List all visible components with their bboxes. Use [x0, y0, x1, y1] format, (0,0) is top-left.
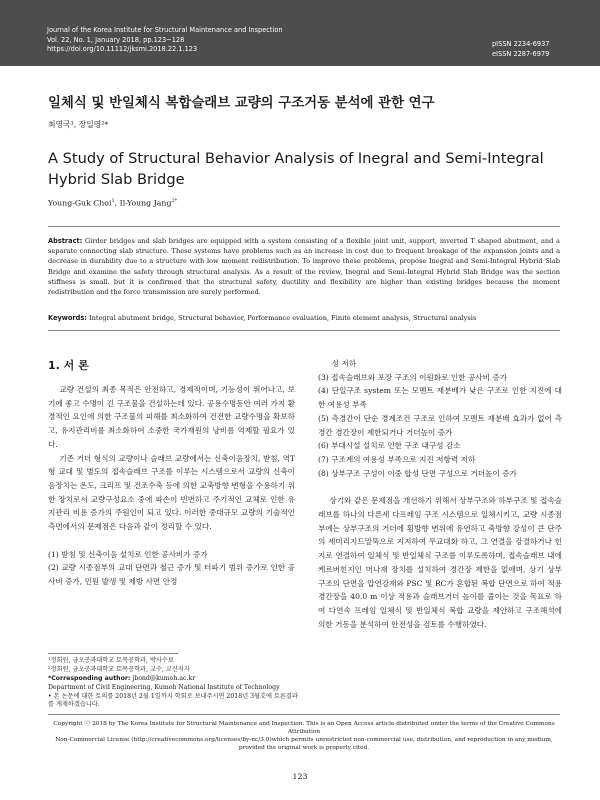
korean-authors: 최영국¹, 장일영²* [48, 120, 109, 129]
right-column [318, 357, 562, 631]
doi-link[interactable]: https://doi.org/10.11112/jksmi.2018.22.1.123 [47, 45, 198, 54]
footnote-1: ¹정회원, 금오공과대학교 토목공학과, 박사수료 [48, 657, 174, 664]
author-2: Il-Young Jang [119, 198, 172, 208]
paragraph-1: 교량 건설의 최종 목적은 안전하고, 경제적이며, 기능성이 뛰어나고, 보기에 좋고 수명이 긴 구조물을 건설하는데 있다. 공용수명동안 여러 가지 환경적인 요인에 의한 구조물의 피해를 최소화하여 건전한 교량수명을 확보하고, 유지관리비를 최소화하여 소중한 국가재원의 낭비를 억제할 필요가 있다. [48, 385, 295, 449]
section-heading: 1. 서 론 [48, 359, 89, 372]
author-separator: , [114, 198, 120, 208]
list-item-8: (8) 상부구조 구성이 이중 합성 단면 구성으로 거더높이 증가 [318, 468, 517, 478]
abstract [48, 236, 560, 297]
department: Department of Civil Engineering, Kumoh National Institute of Technology [48, 684, 280, 691]
author-2-affil: 2* [171, 198, 178, 204]
list-item-2-continued: 성 저하 [331, 359, 357, 368]
english-authors [48, 198, 177, 208]
keywords-text: Integral abutment bridge, Structural behavior, Performance evaluation, Finite element analysis, Structural analysis [89, 314, 477, 322]
paragraph-3: 상기와 같은 문제점을 개선하기 위해서 상부구조와 하부구조 및 접속슬래브를 하나의 다른세 다프레임 구조 시스템으로 일체시키고, 교량 시종점부에는 상부구조의 거더에 횡방향 변위에 유연하고 축방향 강성이 큰 단주의 세미리지드말뚝으로 지지하여 무교대화 하고, 그 연결을 강결하거나 힌지로 연결하여 일체식 및 반일체식 구조를 이루도록하며, 접속슬래브 내에 케르버힌지인 머나재 장치를 설치하여 경간장 제한을 없애며, 상기 상부 구조의 단면을 압연강재와 PSC 및 RC가 혼합된 복합 단면으로 하여 적용 경간장을 40.0 m 이상 적용과 슬래브거더 높이를 줄이는 것을 목표로 하여 다연속 프레임 일체식 및 반일체식 복합 교량을 제안하고 구조해석에 의한 거동을 분석하여 안전성을 검토를 수행하였다. [318, 496, 562, 629]
abstract-bottom-rule [48, 330, 560, 331]
pissn: pISSN 2234-6937 [492, 40, 550, 48]
left-column [48, 383, 295, 589]
list-item-1: (1) 받침 및 신축이음 설치로 인한 공사비가 증가 [48, 549, 208, 559]
paragraph-2: 기존 거더 형식의 교량이나 슬래브 교량에서는 신축이음장치, 받침, 역T형 교대 및 별도의 접속슬래브 구조를 이루는 시스템으로서 교량의 신축이음장치는 온도, 크리프 및 건조수축 등에 의한 교축방향 변형을 수용하기 위한 장치로서 교량구성요소 중에 파손이 빈번하고 주기적인 교체로 인한 유지관리 비용 증가의 주원인이 되고 있다. 이러한 중대규모 교량의 기술적인 측면에서의 문제점은 다음과 같이 정리할 수 있다. [48, 453, 295, 532]
corresponding-label: *Corresponding author: [48, 675, 131, 682]
abstract-label: Abstract: [48, 237, 83, 245]
journal-info [47, 26, 283, 55]
copyright-rule [48, 714, 560, 715]
footnote-2: ²정회원, 금오공과대학교 토목공학과, 교수, 교신저자 [48, 666, 190, 673]
keywords [48, 313, 560, 323]
korean-title: 일체식 및 반일체식 복합슬래브 교량의 구조거동 분석에 관한 연구 [48, 96, 435, 111]
footnote-rule [48, 653, 178, 654]
copyright-line-1: Copyright ⓒ 2018 by The Korea Institute for Structural Maintenance and Inspection. This is an Open Access article distributed under the terms of the Creative Commons Attribution [53, 721, 555, 735]
journal-header-banner [0, 0, 600, 66]
list-item-6: (6) 부대시설 설치로 인한 구조 내구성 감소 [318, 441, 461, 451]
spacer [48, 534, 295, 548]
eissn: eISSN 2287-6979 [492, 49, 550, 58]
issn-info [492, 40, 549, 59]
author-1-affil: 1 [111, 198, 115, 204]
list-item-5: (5) 측경간이 단순 경계조건 구조로 인하여 모멘트 재분배 효과가 없어 측경간 경간장이 제한되거나 거더높이 증가 [318, 413, 562, 437]
page-number: 123 [292, 772, 308, 781]
corresponding-email[interactable]: jbond@kumoh.ac.kr [132, 675, 196, 682]
list-item-7: (7) 구조계의 여용성 부족으로 지진 저항력 저하 [318, 454, 476, 464]
discussion-note: • 본 논문에 대한 토의를 2018년 2월 1일까지 학회로 보내주시면 2018년 3월호에 토론결과를 게재하겠습니다. [48, 693, 298, 709]
list-item-3: (3) 접속슬래브와 포장 구조의 이원화로 인한 공사비 증가 [318, 372, 508, 382]
spacer [318, 480, 562, 494]
copyright-line-2: Non-Commercial License (http://creativecommons.org/licenses/by-nc/3.0)which permits unrestricted non-commercial use, distribution, and reproduction in any medium, [55, 737, 553, 743]
list-item-2: (2) 교량 시종점부의 교대 단면과 철근 증가 및 터파기 범위 증가로 인한 공사비 증가, 민원 발생 및 제방 사면 안정 [48, 563, 295, 587]
copyright [48, 720, 560, 752]
author-1: Young-Guk Choi [48, 198, 112, 208]
copyright-line-3: provided the original work is properly cited. [238, 745, 370, 751]
volume-line: Vol. 22, No. 1, January 2018, pp.123~128 [47, 35, 185, 44]
abstract-text: Girder bridges and slab bridges are equipped with a system consisting of a flexible joint unit, support, inverted T shaped abutment, and a separate connecting slab structure. These systems have problems such as an increase in cost due to frequent breakage of the expansion joints and a decrease in durability due to a structure with low moment redistribution. To improve these problems, propose Inegral and Semi-Integral Hybrid Slab Bridge and examine the safety through structural analysis. As a result of the review, Inegral and Semi-Integral Hybrid Slab Bridge was the section stiffness is small. but it is confirmed that the structural safety, ductility and flexibility are higher than existing bridges because the moment redistribution and the force transmission are surely performed. [48, 237, 560, 297]
list-item-4: (4) 단일구조 system 또는 모멘트 재분배가 낮은 구조로 인한 지진에 대한 여용성 부족 [318, 386, 562, 410]
abstract-top-rule [48, 226, 560, 227]
keywords-label: Keywords: [48, 314, 87, 322]
english-title: A Study of Structural Behavior Analysis of Inegral and Semi-Integral Hybrid Slab Bridge [48, 150, 544, 188]
journal-name: Journal of the Korea Institute for Structural Maintenance and Inspection [47, 26, 283, 34]
corresponding-author [48, 675, 300, 683]
